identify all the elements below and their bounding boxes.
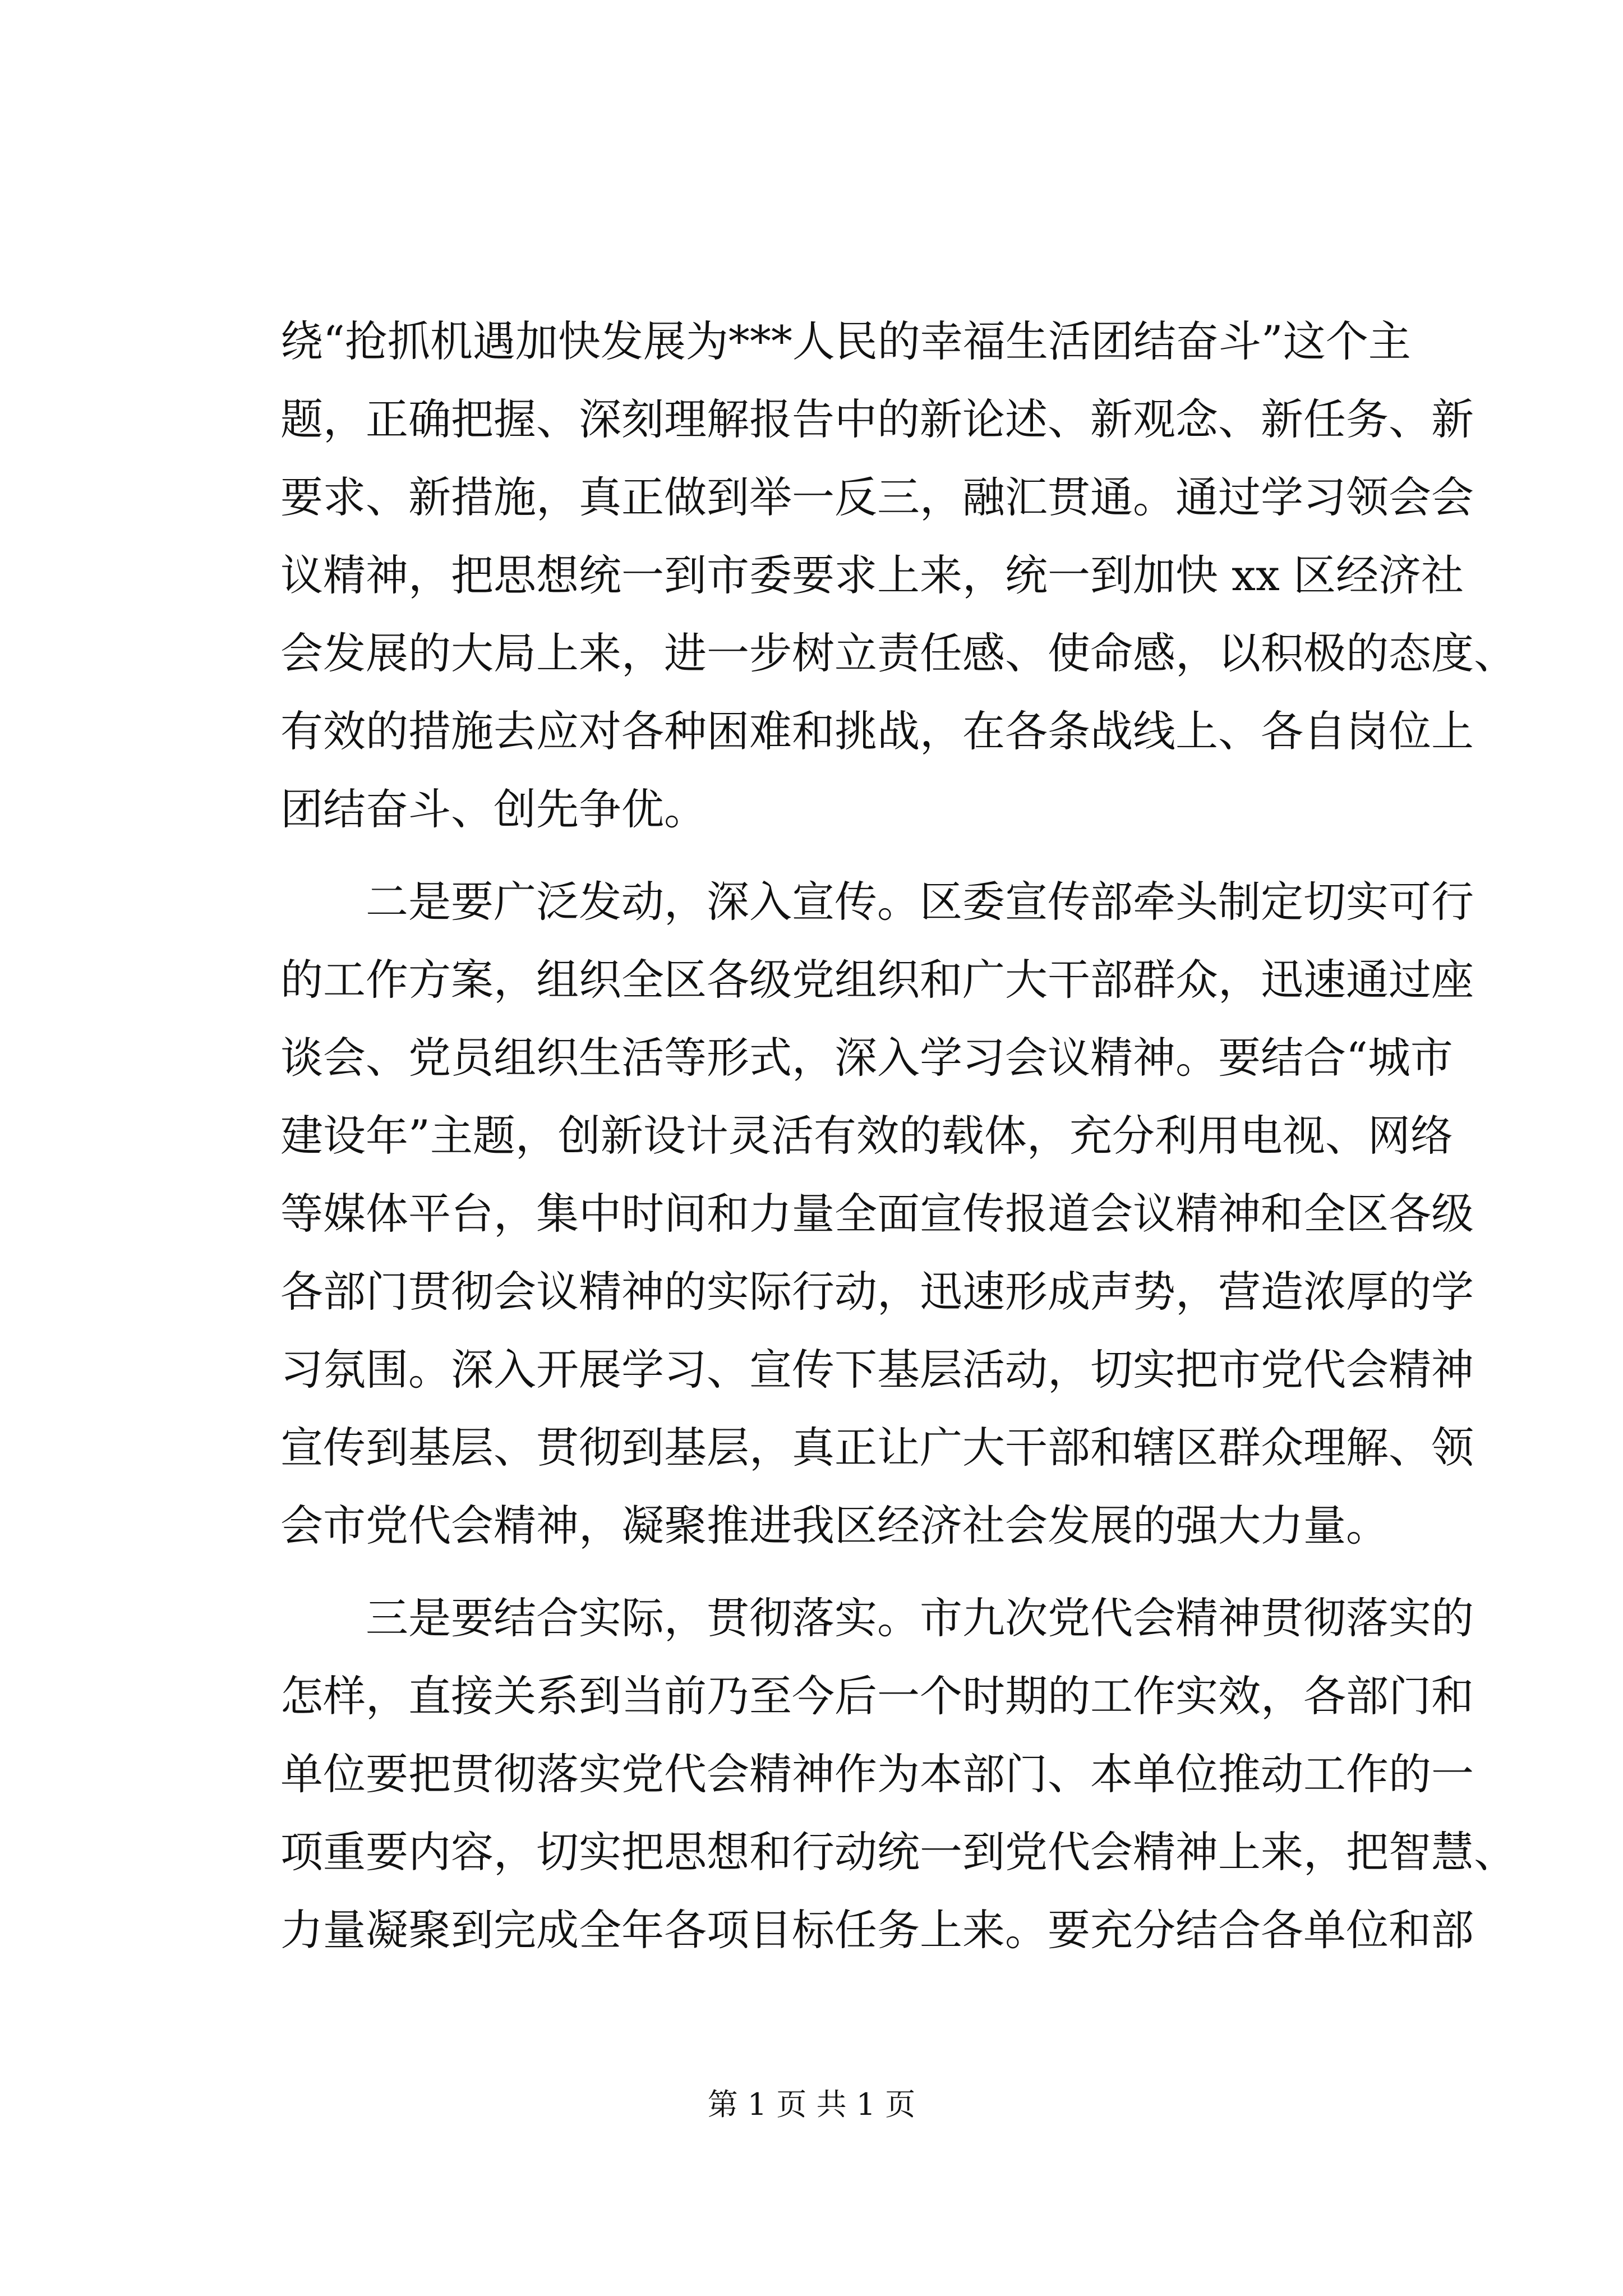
page-number-label: 第 1 页 共 1 页	[707, 2087, 916, 2122]
paragraph-1-line-4: 议精神，把思想统一到市委要求上来，统一到加快 xx 区经济社	[280, 550, 1464, 600]
paragraph-3-line-5: 力量凝聚到完成全年各项目标任务上来。要充分结合各单位和部	[280, 1905, 1474, 1955]
paragraph-2-line-7: 习氛围。深入开展学习、宣传下基层活动，切实把市党代会精神	[280, 1345, 1474, 1395]
page-footer	[0, 2082, 1623, 2127]
paragraph-1-line-5: 会发展的大局上来，进一步树立责任感、使命感，以积极的态度、	[280, 628, 1516, 678]
paragraph-2-line-1: 二是要广泛发动，深入宣传。区委宣传部牵头制定切实可行	[366, 877, 1474, 927]
paragraph-1-line-7: 团结奋斗、创先争优。	[280, 784, 707, 834]
paragraph-2-line-6: 各部门贯彻会议精神的实际行动，迅速形成声势，营造浓厚的学	[280, 1267, 1474, 1317]
paragraph-1-line-2: 题，正确把握、深刻理解报告中的新论述、新观念、新任务、新	[280, 394, 1474, 444]
paragraph-2-line-2: 的工作方案，组织全区各级党组织和广大干部群众，迅速通过座	[280, 955, 1474, 1005]
paragraph-3-line-4: 项重要内容，切实把思想和行动统一到党代会精神上来，把智慧、	[280, 1827, 1516, 1877]
paragraph-2-line-5: 等媒体平台，集中时间和力量全面宣传报道会议精神和全区各级	[280, 1189, 1474, 1239]
paragraph-1-line-1: 绕“抢抓机遇加快发展为***人民的幸福生活团结奋斗”这个主	[280, 316, 1411, 366]
paragraph-3-line-3: 单位要把贯彻落实党代会精神作为本部门、本单位推动工作的一	[280, 1749, 1474, 1799]
paragraph-1-line-3: 要求、新措施，真正做到举一反三，融汇贯通。通过学习领会会	[280, 472, 1474, 522]
paragraph-2-line-4: 建设年”主题，创新设计灵活有效的载体，充分利用电视、网络	[280, 1111, 1453, 1161]
paragraph-3-line-2: 怎样，直接关系到当前乃至今后一个时期的工作实效，各部门和	[280, 1671, 1474, 1721]
paragraph-2-line-3: 谈会、党员组织生活等形式，深入学习会议精神。要结合“城市	[280, 1033, 1453, 1083]
paragraph-2-line-9: 会市党代会精神，凝聚推进我区经济社会发展的强大力量。	[280, 1501, 1389, 1550]
paragraph-3-line-1: 三是要结合实际，贯彻落实。市九次党代会精神贯彻落实的	[366, 1593, 1474, 1643]
paragraph-1-line-6: 有效的措施去应对各种困难和挑战，在各条战线上、各自岗位上	[280, 706, 1474, 756]
paragraph-2-line-8: 宣传到基层、贯彻到基层，真正让广大干部和辖区群众理解、领	[280, 1423, 1474, 1473]
